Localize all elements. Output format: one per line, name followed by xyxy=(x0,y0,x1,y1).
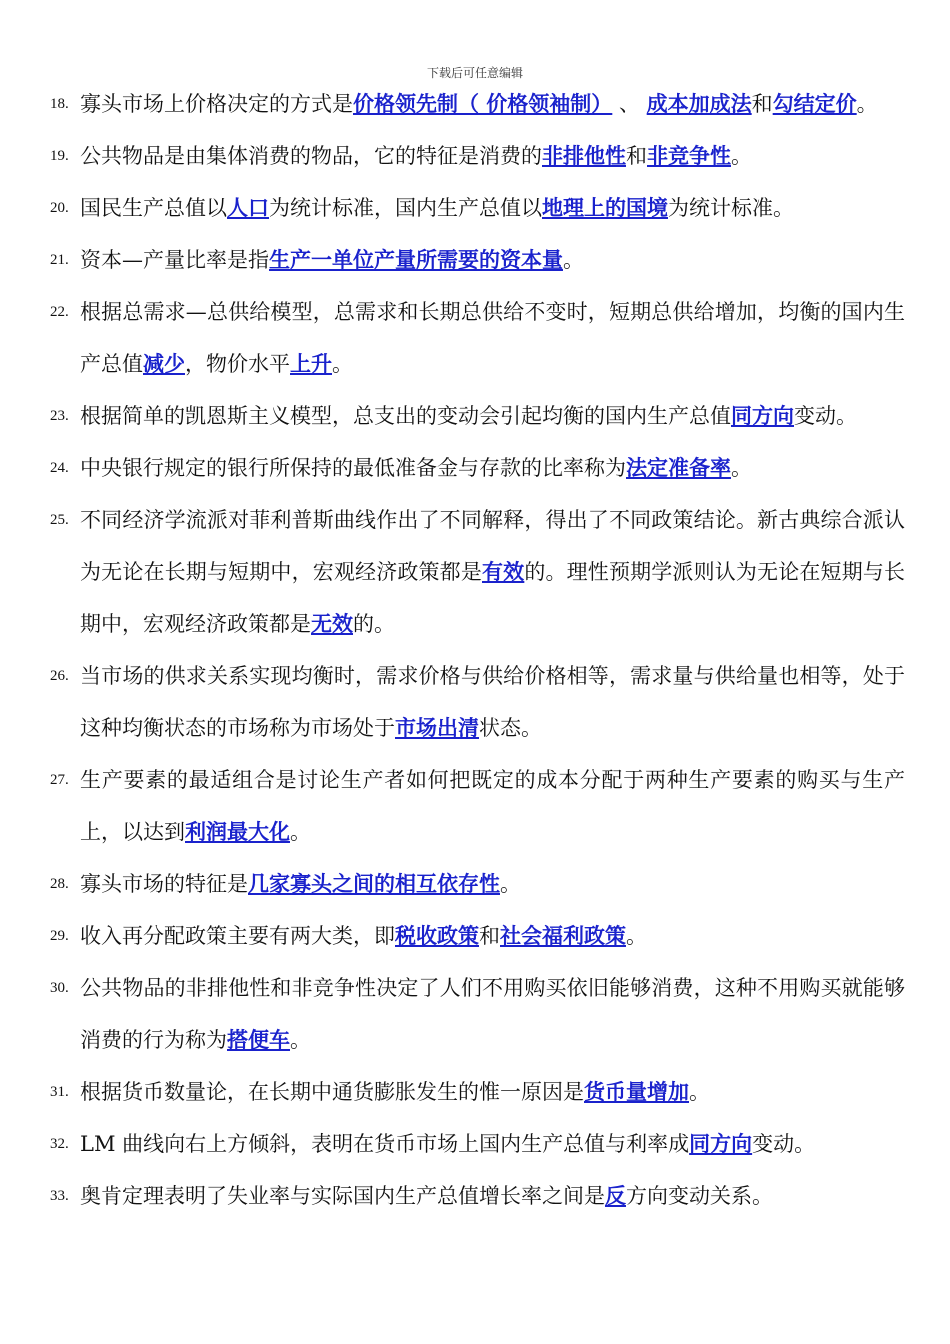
question-text-segment: 资本—产量比率是指 xyxy=(80,248,269,272)
question-text-segment: 变动。 xyxy=(794,404,857,428)
answer-blank: 有效 xyxy=(482,560,525,584)
question-text-segment: 。 xyxy=(856,92,878,116)
page-header: 下载后可任意编辑 xyxy=(426,66,523,80)
question-text-segment: 。 xyxy=(332,352,353,376)
answer-blank: 货币量增加 xyxy=(584,1080,689,1104)
question-text-segment: 生产要素的最适组合是讨论生产者如何把既定的成本分配于两种生产要素的购买与生产上，以达到 xyxy=(80,768,905,844)
question-number: 32. xyxy=(50,1136,69,1152)
question-item xyxy=(0,910,950,962)
question-text-segment: 为统计标准。 xyxy=(668,196,794,220)
question-number: 23. xyxy=(50,408,69,424)
question-text xyxy=(80,78,905,130)
question-item xyxy=(0,1170,950,1222)
question-text-segment: 变动。 xyxy=(752,1132,816,1156)
question-item xyxy=(0,754,950,858)
question-text-segment: 根据货币数量论，在长期中通货膨胀发生的惟一原因是 xyxy=(80,1080,584,1104)
question-text-segment: 。 xyxy=(563,248,584,272)
answer-blank: 社会福利政策 xyxy=(500,924,626,948)
question-text xyxy=(80,130,905,182)
answer-blank: 非竞争性 xyxy=(647,144,731,168)
answer-blank: 同方向 xyxy=(731,404,794,428)
question-text xyxy=(80,286,905,390)
question-number: 24. xyxy=(50,460,69,476)
answer-blank: 成本加成法 xyxy=(646,92,752,116)
question-text-segment: 寡头市场的特征是 xyxy=(80,872,248,896)
question-text-segment: 。 xyxy=(290,1028,311,1052)
question-text-segment: 方向变动关系。 xyxy=(626,1184,773,1208)
question-item xyxy=(0,858,950,910)
answer-blank: 反 xyxy=(605,1184,626,1208)
question-text xyxy=(80,1118,905,1170)
question-text xyxy=(80,442,905,494)
answer-blank: 生产一单位产量所需要的资本量 xyxy=(269,248,563,272)
question-item xyxy=(0,650,950,754)
answer-blank: 非排他性 xyxy=(542,144,626,168)
question-item xyxy=(0,78,950,130)
question-text-segment: 的。理性预期学派则认为无论在短期与长期中，宏观经济政策都是 xyxy=(80,560,906,636)
answer-blank: 价格领先制（ 价格领袖制） xyxy=(353,92,613,116)
question-text xyxy=(80,182,905,234)
question-number: 29. xyxy=(50,928,69,944)
question-item xyxy=(0,182,950,234)
answer-blank: 市场出清 xyxy=(395,716,479,740)
question-text-segment: 。 xyxy=(689,1080,710,1104)
answer-blank: 无效 xyxy=(311,612,353,636)
question-text-segment: 的。 xyxy=(353,612,395,636)
question-item xyxy=(0,234,950,286)
question-text xyxy=(80,754,905,858)
question-item xyxy=(0,286,950,390)
question-text xyxy=(80,234,905,286)
answer-blank: 减少 xyxy=(143,352,185,376)
question-item xyxy=(0,494,950,650)
question-text-segment: 寡头市场上价格决定的方式是 xyxy=(80,92,353,116)
answer-blank: 同方向 xyxy=(689,1132,753,1156)
question-text xyxy=(80,910,905,962)
question-number: 33. xyxy=(50,1188,69,1204)
question-item xyxy=(0,1118,950,1170)
question-text-segment: ，物价水平 xyxy=(185,352,290,376)
question-text-segment: 公共物品是由集体消费的物品，它的特征是消费的 xyxy=(80,144,542,168)
question-number: 27. xyxy=(50,772,69,788)
question-number: 26. xyxy=(50,668,69,684)
question-text-segment: 奥肯定理表明了失业率与实际国内生产总值增长率之间是 xyxy=(80,1184,605,1208)
question-number: 21. xyxy=(50,252,69,268)
question-text xyxy=(80,494,905,650)
question-item xyxy=(0,1066,950,1118)
question-text-segment: 。 xyxy=(290,820,311,844)
question-text-segment: 国民生产总值以 xyxy=(80,196,227,220)
question-item xyxy=(0,442,950,494)
question-number: 31. xyxy=(50,1084,69,1100)
question-item xyxy=(0,130,950,182)
question-item xyxy=(0,962,950,1066)
answer-blank: 法定准备率 xyxy=(626,456,731,480)
question-text xyxy=(80,962,905,1066)
question-text-segment: 、 xyxy=(612,92,647,116)
answer-blank: 几家寡头之间的相互依存性 xyxy=(248,872,500,896)
answer-blank: 地理上的国境 xyxy=(542,196,668,220)
question-text-segment: 中央银行规定的银行所保持的最低准备金与存款的比率称为 xyxy=(80,456,626,480)
question-text-segment: 收入再分配政策主要有两大类，即 xyxy=(80,924,395,948)
question-number: 18. xyxy=(50,96,69,112)
question-number: 30. xyxy=(50,980,69,996)
question-number: 19. xyxy=(50,148,69,164)
question-text xyxy=(80,1066,905,1118)
question-text-segment: 公共物品的非排他性和非竞争性决定了人们不用购买依旧能够消费，这种不用购买就能够消费的行为称为 xyxy=(80,976,905,1052)
question-text xyxy=(80,650,905,754)
answer-blank: 搭便车 xyxy=(227,1028,290,1052)
question-number: 22. xyxy=(50,304,69,320)
question-text xyxy=(80,858,905,910)
question-text-segment: 和 xyxy=(751,92,773,116)
answer-blank: 人口 xyxy=(227,196,269,220)
question-list xyxy=(0,78,950,1222)
question-number: 28. xyxy=(50,876,69,892)
question-text xyxy=(80,1170,905,1222)
question-text-segment: 根据总需求—总供给模型，总需求和长期总供给不变时，短期总供给增加，均衡的国内生产总值 xyxy=(80,300,905,376)
question-text-segment: LM 曲线向右上方倾斜，表明在货币市场上国内生产总值与利率成 xyxy=(80,1132,690,1156)
question-text-segment: 。 xyxy=(500,872,521,896)
question-text-segment: 当市场的供求关系实现均衡时，需求价格与供给价格相等，需求量与供给量也相等，处于这种均衡状态的市场称为市场处于 xyxy=(80,664,905,740)
answer-blank: 上升 xyxy=(290,352,332,376)
question-text-segment: 和 xyxy=(479,924,500,948)
answer-blank: 税收政策 xyxy=(395,924,479,948)
question-text-segment: 状态。 xyxy=(479,716,542,740)
question-text-segment: 。 xyxy=(731,144,752,168)
question-text-segment: 。 xyxy=(626,924,647,948)
answer-blank: 利润最大化 xyxy=(185,820,290,844)
question-text-segment: 根据简单的凯恩斯主义模型，总支出的变动会引起均衡的国内生产总值 xyxy=(80,404,731,428)
question-item xyxy=(0,390,950,442)
question-text-segment: 不同经济学流派对菲利普斯曲线作出了不同解释，得出了不同政策结论。新古典综合派认为无论在长期与短期中，宏观经济政策都是 xyxy=(80,508,905,584)
question-text xyxy=(80,390,905,442)
question-text-segment: 为统计标准，国内生产总值以 xyxy=(269,196,542,220)
question-number: 25. xyxy=(50,512,69,528)
question-number: 20. xyxy=(50,200,69,216)
answer-blank: 勾结定价 xyxy=(772,92,857,116)
question-text-segment: 。 xyxy=(731,456,752,480)
question-text-segment: 和 xyxy=(626,144,647,168)
